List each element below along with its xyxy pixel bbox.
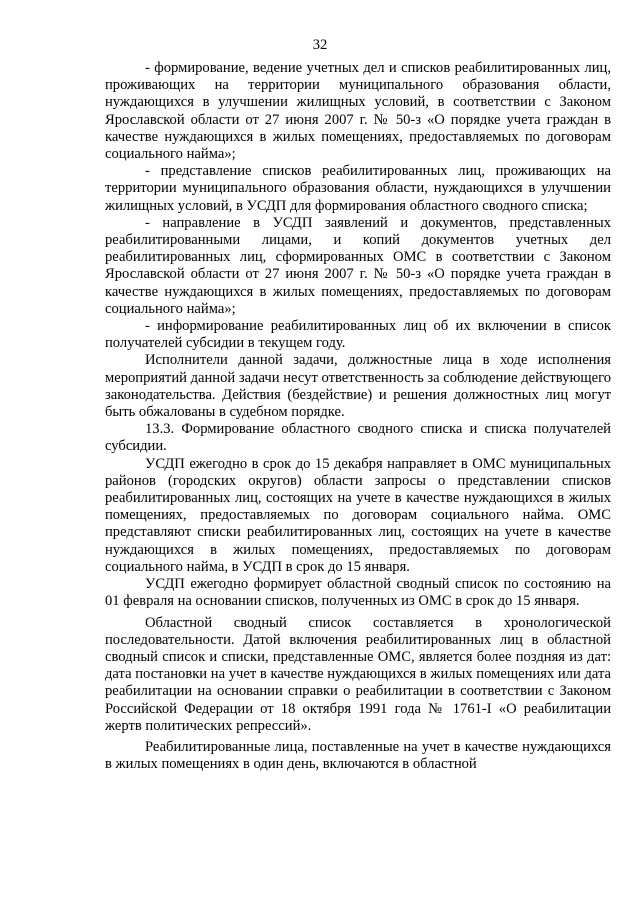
- paragraph-list-item-formation: - формирование, ведение учетных дел и списков реабилитированных лиц, проживающих на территории муниципального образования области, нуждающихся в улучшении жилищных условий, в соответствии с Законом Ярославской области от 27 июня 2007 г. № 50-з «О порядке учета граждан в качестве нуждающихся в жилых помещениях, предоставляемых по договорам социального найма»;: [105, 60, 611, 163]
- paragraph-responsibility: Исполнители данной задачи, должностные лица в ходе исполнения мероприятий данной задачи несут ответственность за соблюдение действующего законодательства. Действия (бездействие) и решения должностных лиц могут быть обжалованы в судебном порядке.: [105, 352, 611, 421]
- paragraph-same-day-registration: Реабилитированные лица, поставленные на учет в качестве нуждающихся в жилых помещениях в один день, включаются в областной: [105, 738, 611, 773]
- paragraph-list-item-submission: - представление списков реабилитированных лиц, проживающих на территории муниципального образования области, нуждающихся в улучшении жилищных условий, в УСДП для формирования областного сводного списка;: [105, 163, 611, 214]
- document-body: [105, 60, 611, 773]
- section-heading-13-3: 13.3. Формирование областного сводного списка и списка получателей субсидии.: [105, 421, 611, 455]
- paragraph-chronological-order: Областной сводный список составляется в хронологической последовательности. Датой включения реабилитированных лиц в областной сводный список и списки, представленные ОМС, является более поздняя из дат: дата постановки на учет в качестве нуждающихся в жилых помещениях или дата реабилитации на основании справки о реабилитации в соответствии с Законом Российской Федерации от 18 октября 1991 года № 1761-I «О реабилитации жертв политических репрессий».: [105, 614, 611, 734]
- page-number: 32: [312, 37, 328, 53]
- paragraph-list-item-forwarding: - направление в УСДП заявлений и документов, представленных реабилитированными лицами, и копий документов учетных дел реабилитированных лиц, сформированных ОМС в соответствии с Законом Ярославской области от 27 июня 2007 г. № 50-з «О порядке учета граждан в качестве нуждающихся в жилых помещениях, предоставляемых по договорам социального найма»;: [105, 214, 611, 317]
- paragraph-list-item-informing: - информирование реабилитированных лиц об их включении в список получателей субсидии в текущем году.: [105, 318, 611, 352]
- paragraph-requests: УСДП ежегодно в срок до 15 декабря направляет в ОМС муниципальных районов (городских округов) области запросы о представлении списков реабилитированных лиц, состоящих на учете в качестве нуждающихся в жилых помещениях, предоставляемых по договорам социального найма. ОМС представляют списки реабилитированных лиц, состоящих на учете в качестве нуждающихся в жилых помещениях, предоставляемых по договорам социального найма, в УСДП в срок до 15 января.: [105, 455, 611, 575]
- paragraph-consolidated-list: УСДП ежегодно формирует областной сводный список по состоянию на 01 февраля на основании списков, полученных из ОМС в срок до 15 января.: [105, 576, 611, 610]
